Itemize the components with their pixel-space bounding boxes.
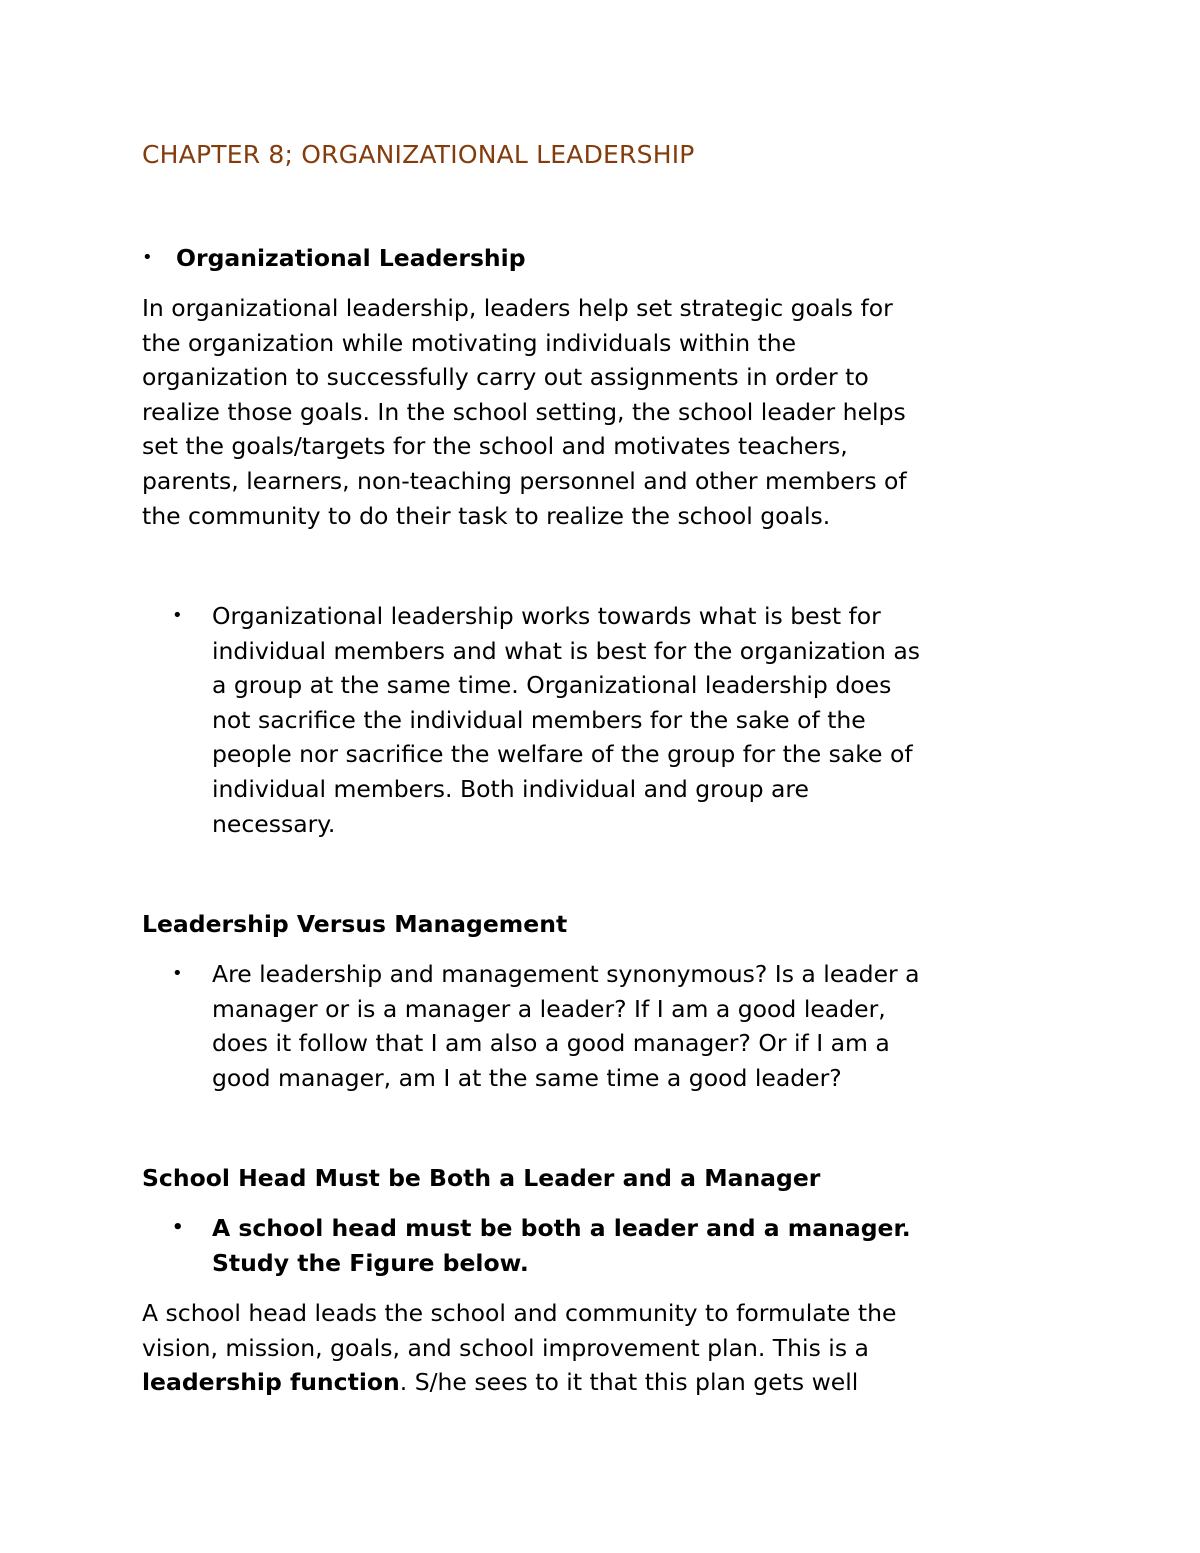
paragraph-line: set the goals/targets for the school and motivates teachers, (142, 432, 848, 461)
bullet-icon: • (172, 605, 183, 626)
bullet-line: Study the Figure below. (212, 1248, 529, 1277)
bullet-line: people nor sacrifice the welfare of the group for the sake of (212, 740, 913, 769)
bullet-row (172, 957, 1082, 1095)
bullet-row (172, 599, 1082, 841)
bullet-heading-row (142, 241, 1052, 276)
line-rest: . S/he sees to it that this plan gets well (399, 1368, 859, 1397)
organizational-leadership-bullet (142, 599, 1082, 841)
section-organizational-leadership (142, 241, 1052, 276)
bullet-line: Are leadership and management synonymous? Is a leader a (212, 960, 920, 988)
organizational-leadership-paragraph (142, 291, 1052, 533)
leadership-vs-management-heading: Leadership Versus Management (142, 910, 568, 938)
leadership-vs-management-bullet (142, 957, 1082, 1095)
bullet-line: does it follow that I am also a good manager? Or if I am a (212, 1029, 890, 1058)
school-head-heading: School Head Must be Both a Leader and a Manager (142, 1164, 821, 1192)
bullet-line: Organizational leadership works towards what is best for (212, 602, 881, 630)
paragraph-line: A school head leads the school and community to formulate the (142, 1299, 897, 1327)
bullet-heading: Organizational Leadership (176, 244, 526, 272)
paragraph-line: In organizational leadership, leaders help set strategic goals for (142, 294, 893, 322)
bullet-line: a group at the same time. Organizational leadership does (212, 671, 892, 700)
bullet-icon: • (172, 1217, 184, 1238)
bullet-text (212, 599, 920, 841)
paragraph-line: the community to do their task to realize the school goals. (142, 501, 831, 530)
bullet-line: individual members and what is best for the organization as (212, 636, 920, 665)
paragraph-line: organization to successfully carry out assignments in order to (142, 363, 869, 392)
bullet-text (212, 957, 920, 1095)
bullet-line: good manager, am I at the same time a good leader? (212, 1063, 842, 1092)
bullet-line: individual members. Both individual and group are (212, 774, 809, 803)
paragraph-line: vision, mission, goals, and school improvement plan. This is a (142, 1333, 869, 1362)
bullet-icon: • (172, 963, 183, 984)
bullet-line: not sacrifice the individual members for the sake of the (212, 705, 866, 734)
bullet-row (172, 1211, 1082, 1280)
chapter-title: CHAPTER 8; ORGANIZATIONAL LEADERSHIP (142, 140, 695, 169)
paragraph-line: realize those goals. In the school setting, the school leader helps (142, 397, 906, 426)
school-head-paragraph (142, 1296, 1052, 1400)
paragraph-line (142, 1365, 1052, 1400)
bold-term: leadership function (142, 1368, 400, 1397)
paragraph-line: the organization while motivating individuals within the (142, 328, 797, 357)
school-head-bullet (142, 1211, 1082, 1280)
bullet-line: necessary. (212, 809, 336, 838)
bullet-icon: • (142, 247, 153, 268)
bullet-line: manager or is a manager a leader? If I am a good leader, (212, 994, 886, 1023)
paragraph-line: parents, learners, non-teaching personnel and other members of (142, 466, 907, 495)
bullet-text (212, 1211, 911, 1280)
bullet-line: A school head must be both a leader and a manager. (212, 1214, 911, 1242)
